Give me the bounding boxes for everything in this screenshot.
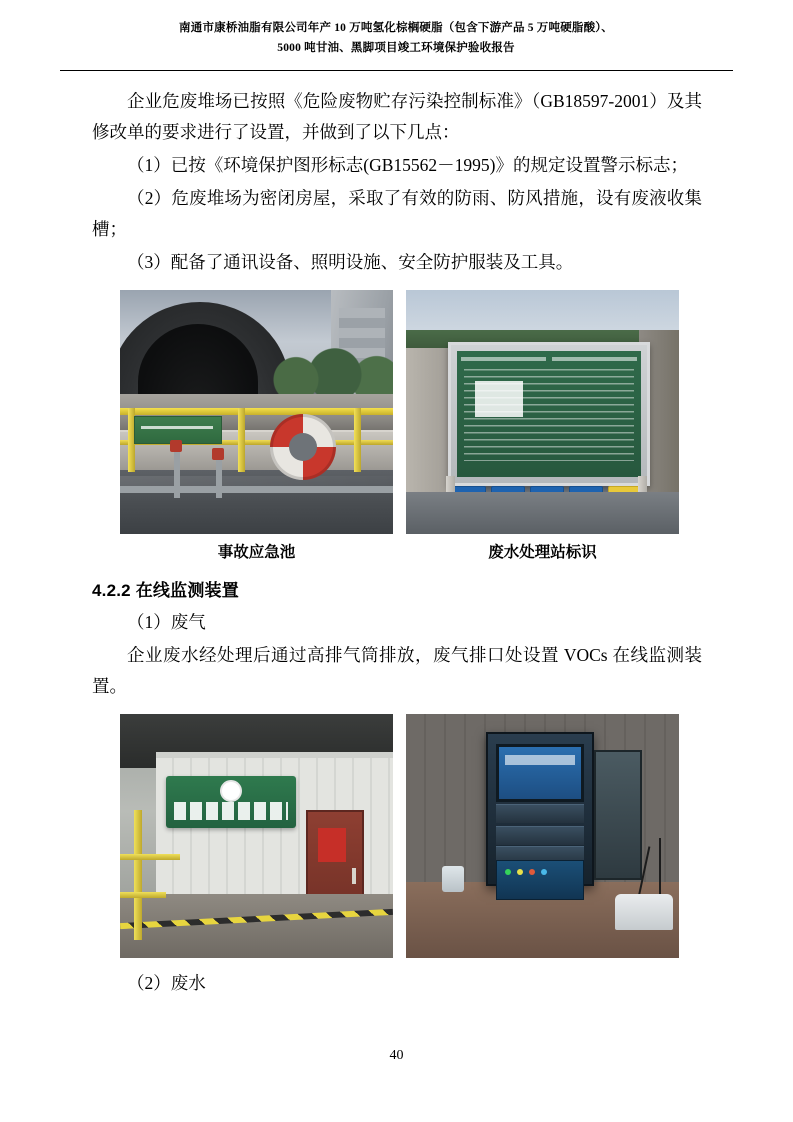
page-header (96, 18, 696, 58)
page-content (92, 86, 702, 1001)
subheading-waste-water: （2）废水 (127, 973, 206, 993)
caption-row-top (120, 540, 702, 562)
header-line-1: 南通市康桥油脂有限公司年产 10 万吨氢化棕榈硬脂（包含下游产品 5 万吨硬脂酸）、 (179, 22, 613, 34)
paragraph-3: （2）危废堆场为密闭房屋，采取了有效的防雨、防风措施，设有废液收集槽； (92, 188, 702, 239)
header-line-2: 5000 吨甘油、黑脚项目竣工环境保护验收报告 (277, 42, 515, 55)
photo-monitoring-room-exterior (120, 714, 393, 958)
paragraph-4: （3）配备了通讯设备、照明设施、安全防护服装及工具。 (127, 252, 574, 272)
paragraph-1: 企业危废堆场已按照《危险废物贮存污染控制标准》（GB18597-2001）及其修改单的要求进行了设置，并做到了以下几点： (92, 91, 702, 142)
header-divider (60, 70, 733, 71)
figure-row-top (120, 290, 702, 534)
photo-emergency-pool (120, 290, 393, 534)
photo-wastewater-station-sign (406, 290, 679, 534)
section-heading-4-2-2: 4.2.2 在线监测装置 (92, 581, 239, 600)
caption-emergency-pool: 事故应急池 (217, 544, 296, 561)
page-number: 40 (389, 1048, 404, 1063)
figure-row-bottom (120, 714, 702, 958)
photo-online-monitoring-cabinet (406, 714, 679, 958)
paragraph-5: 企业废水经处理后通过高排气筒排放，废气排口处设置 VOCs 在线监测装置。 (92, 645, 702, 696)
paragraph-2: （1）已按《环境保护图形标志(GB15562－1995)》的规定设置警示标志； (127, 155, 688, 175)
caption-wastewater-station-sign: 废水处理站标识 (488, 544, 597, 561)
subheading-waste-gas: （1）废气 (127, 612, 206, 632)
